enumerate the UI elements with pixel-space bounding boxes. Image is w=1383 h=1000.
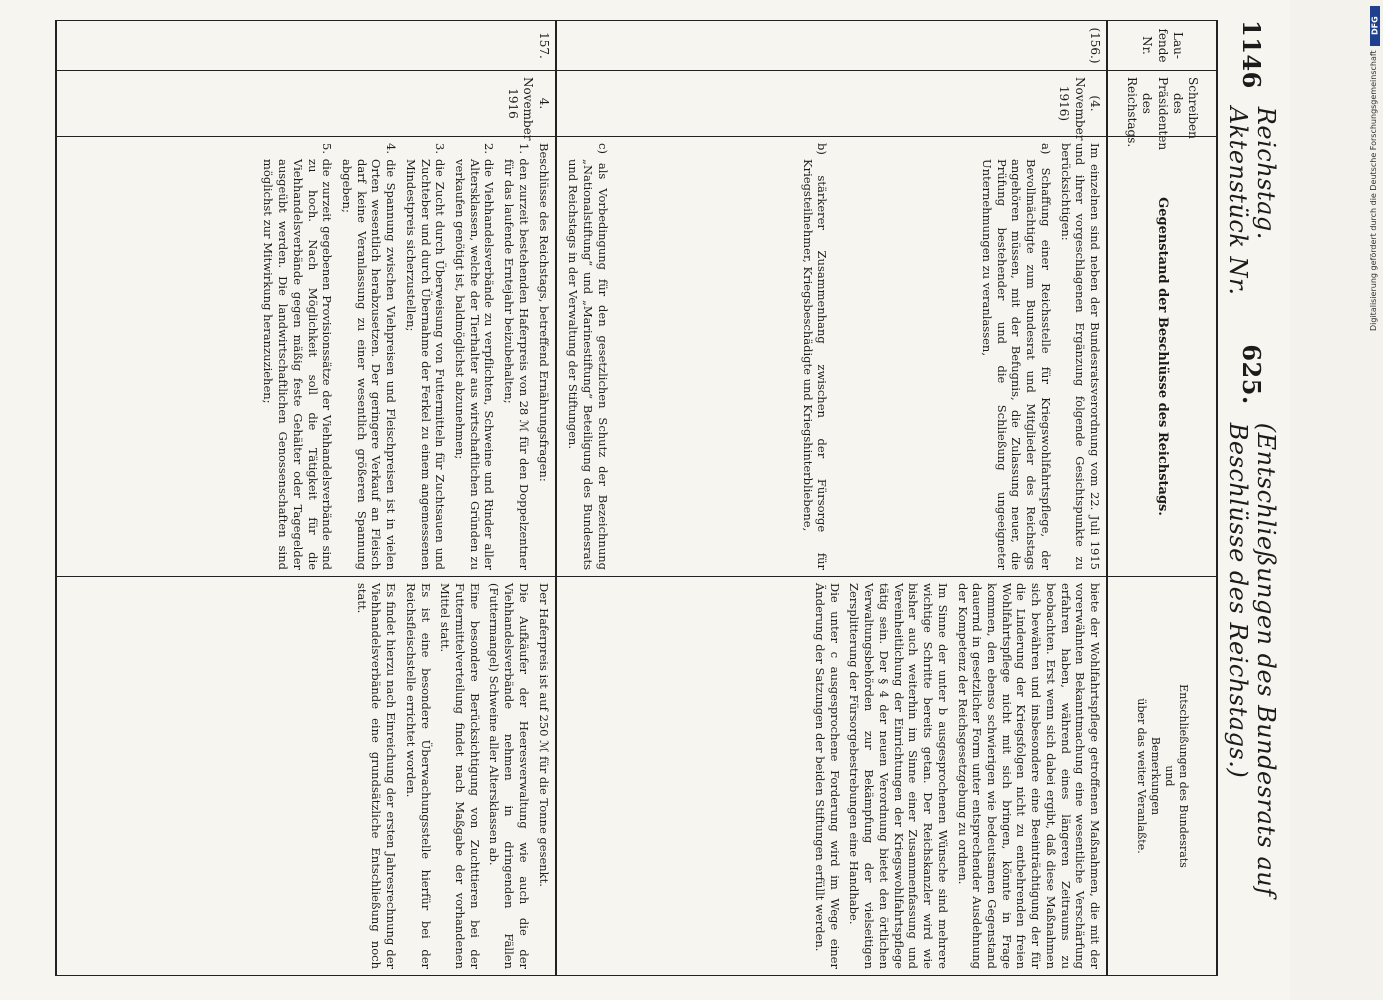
- gegenstand-item-a: a) Schaffung einer Reichsstelle für Kriegswohlfahrtspflege, der Bevollmächtigte zum Bundesrat und Mitglieder des Reichstags angehören müssen, mit der Befugnis, die Zulassung neuer, die Prüfung bestehender und die Schließung ungeeigneter Unternehmungen zu veranlassen,: [979, 143, 1053, 570]
- resolutions-table: [55, 20, 1218, 976]
- gegenstand-item-1: 1. den zurzeit bestehenden Haferpreis von 28 ℳ für den Doppelzentner für das laufende Erntejahr beizubehalten;: [502, 143, 531, 570]
- gegenstand-item-2: 2. die Viehhandelsverbände zu verpflichten, Schweine und Rinder aller Altersklassen, welche der Tierhalter aus wirtschaftlichen Gründen zu verkaufen genötigt ist, baldmöglichst abzunehmen;: [453, 143, 497, 570]
- gegenstand-item-4: 4. die Spannung zwischen Viehpreisen und Fleischpreisen ist in vielen Orten wesentlich herabzusetzen. Der geringere Verkauf an Fleisch darf keine Veranlassung zu einer wesentlich größeren Spannung abgeben;: [340, 143, 399, 570]
- table-header-row: [1107, 21, 1217, 976]
- header-entschl-line-2: und: [1163, 765, 1177, 787]
- row-schreiben: 4. November 1916: [56, 71, 556, 137]
- row-nr: (156.): [556, 21, 1107, 71]
- header-entschliessungen: [1107, 577, 1217, 976]
- entschliessung-paragraph: Die Aufkäufer der Heeresverwaltung wie auch die der Viehhandelsverbände nehmen in dringenden Fällen (Futtermangel) Schweine aller Altersklassen ab.: [487, 583, 531, 969]
- gegenstand-item-c: c) als Vorbedingung für den gesetzlichen Schutz der Bezeichnung „Nationalstiftung“ und „Marinestiftung“ Beteiligung des Bundesrats und Reichstags in der Verwaltung der Stiftungen.: [566, 143, 610, 570]
- aktenstueck-number: 625.: [1237, 344, 1267, 405]
- document-subtitle: (Entschließungen des Bundesrats auf Beschlüsse des Reichstags.): [1224, 422, 1280, 897]
- entschliessung-paragraph: Der Haferpreis ist auf 250 ℳ für die Tonne gesenkt.: [536, 583, 551, 887]
- entschliessung-paragraph: Es findet hierzu nach Einreichung der ersten Jahresrechnung der Viehhandelsverbände eine grundsätzliche Entschließung noch statt.: [354, 583, 399, 969]
- gegenstand-intro: Im einzelnen sind neben der Bundesratsverordnung vom 22. Juli 1915 und ihrer vorgeschlagenen Ergänzung folgende Gesichtspunkte zu berücksichtigen:: [1058, 143, 1102, 570]
- gegenstand-item-5: 5. die zurzeit gegebenen Provisionssätze der Viehhandelsverbände sind zu hoch. Nach Möglichkeit soll die Tätigkeit für die Viehhandelsverbände gegen mäßig feste Gehälter oder Tagegelder ausgeübt werden. Die landwirtschaftlichen Genossenschaften sind möglichst zur Mitwirkung heranzuziehen;: [261, 143, 335, 570]
- gegenstand-item-b: b) stärkerer Zusammenhang zwischen der Fürsorge für Kriegsteilnehmer, Kriegsbeschädigte und Kriegshinterbliebene,: [800, 143, 830, 570]
- entschliessung-paragraph: biete der Wohlfahrtspflege getroffenen Maßnahmen, die mit der vorerwähnten Bekanntmachung eine wesentliche Verschärfung erfahren haben, während eines längeren Zeitraums zu beobachten. Erst wenn sich dabei ergibt, daß diese Maßnahmen sich bewähren und insbesondere eine Beeinträchtigung der für die Linderung der Kriegsfolgen nicht zu entbehrenden freien Wohlfahrtspflege nicht mit sich bringen, könnte in Frage kommen, den ebenso schwierigen wie bedeutsamen Gegenstand dauernd in gesetzlicher Form unter entsprechender Ausdehnung der Kompetenz der Reichsgesetzgebung zu ordnen.: [955, 583, 1102, 969]
- row-schreiben: (4. November 1916): [556, 71, 1107, 137]
- header-schreiben: Schreiben des Präsidenten des Reichstags.: [1107, 71, 1217, 137]
- header-entschl-line-4: über das weiter Veranlaßte.: [1134, 698, 1148, 854]
- row-gegenstand: [556, 137, 1107, 577]
- entschliessung-paragraph: Eine besondere Berücksichtigung von Zuchttieren bei der Futtermittelverteilung findet nach Maßgabe der vorhandenen Mittel statt.: [438, 583, 482, 969]
- page-header: [1224, 20, 1280, 980]
- digitization-note: Digitalisierung gefördert durch die Deutsche Forschungsgemeinschaft: [1369, 50, 1378, 331]
- table-row: [56, 21, 556, 976]
- row-entschliessungen: [56, 577, 556, 976]
- gegenstand-item-3: 3. die Zucht durch Überweisung von Futtermitteln für Zuchtsauen und Zuchteber und durch Übernahme der Ferkel zu einem angemessenen Mindestpreis sicherzustellen;: [403, 143, 448, 570]
- document-title: Reichstag. Aktenstück Nr.: [1224, 106, 1280, 296]
- row-gegenstand: [56, 137, 556, 577]
- table-row: [556, 21, 1107, 976]
- gegenstand-intro: Beschlüsse des Reichstags, betreffend Ernährungsfragen:: [536, 143, 551, 482]
- header-gegenstand: Gegenstand der Beschlüsse des Reichstags.: [1107, 137, 1217, 577]
- entschliessung-paragraph: Die unter c ausgesprochene Forderung wird im Wege einer Änderung der Satzungen der beiden Stiftungen erfüllt werden.: [813, 583, 842, 969]
- entschliessung-paragraph: Es ist eine besondere Überwachungsstelle hierfür bei der Reichsfleischstelle errichtet worden.: [403, 583, 433, 969]
- entschliessung-paragraph: Im Sinne der unter b ausgesprochenen Wünsche sind mehrere wichtige Schritte bereits getan. Der Reichskanzler wird wie bisher auch weiterhin im Sinne einer Zusammenfassung und Vereinheitlichung der Einrichtungen der Kriegswohlfahrtspflege tätig sein. Der § 4 der neuen Verordnung bietet den örtlichen Verwaltungsbehörden zur Bekämpfung der vielseitigen Zersplitterung der Fürsorgebestrebungen eine Handhabe.: [847, 583, 950, 969]
- row-nr: 157.: [56, 21, 556, 71]
- header-entschl-line-3: Bemerkungen: [1149, 736, 1162, 816]
- header-nr: Lau-fende Nr.: [1107, 21, 1217, 71]
- dfg-logo: DFG: [1370, 6, 1380, 46]
- header-entschl-line-1: Entschließungen des Bundesrats: [1177, 684, 1191, 868]
- page-number: 1146: [1237, 20, 1267, 89]
- row-entschliessungen: [556, 577, 1107, 976]
